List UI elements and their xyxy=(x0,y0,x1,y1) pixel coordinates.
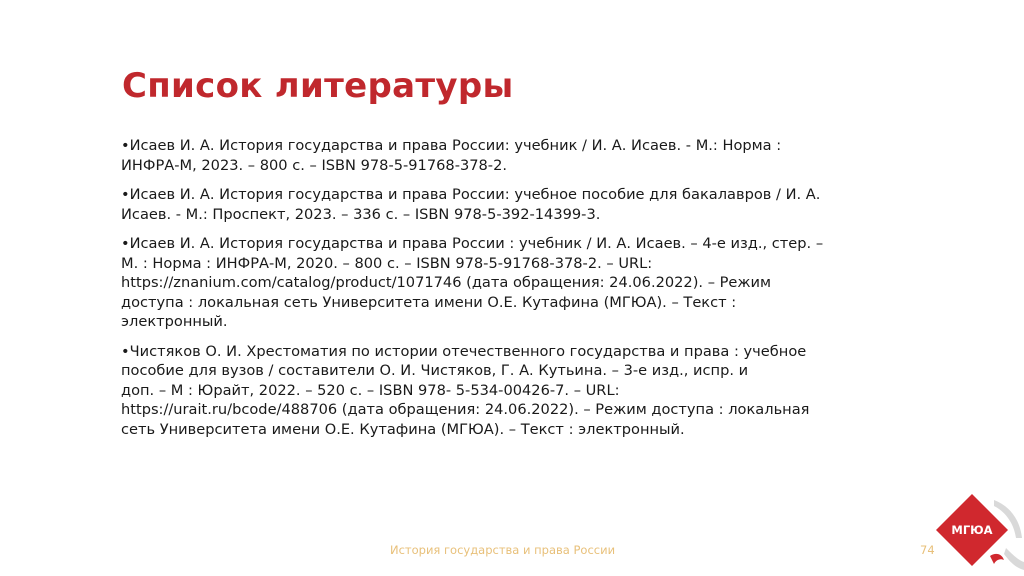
reference-item: •Исаев И. А. История государства и права России: учебник / И. А. Исаев. - М.: Норма : ИНФРА-М, 2023. – 800 с. – ISBN 978-5-91768-378-2. xyxy=(121,137,782,174)
reference-item: •Чистяков О. И. Хрестоматия по истории отечественного государства и права : учебное пособие для вузов / составители О. И. Чистяков, Г. А. Кутьина. – 3-е изд., испр. и доп. – М : Юрайт, 2022. – 520 с. – ISBN 978- 5-534-00426-7. – URL: https://urait.ru/bcode/488706 (дата обращения: 24.06.2022). – Режим доступа : локальная сеть Университета имени О.Е. Кутафина (МГЮА). – Текст : электронный. xyxy=(121,342,810,438)
reference-item: •Исаев И. А. История государства и права России : учебник / И. А. Исаев. – 4-е изд., стер. – М. : Норма : ИНФРА-М, 2020. – 800 с. – ISBN 978-5-91768-378-2. – URL: https://znanium.com/catalog/product/1071746 (дата обращения: 24.06.2022). – Режим доступа : локальная сеть Университета имени О.Е. Кутафина (МГЮА). – Текст : электронный. xyxy=(121,235,824,330)
logo-swoosh xyxy=(1004,548,1024,570)
page-number: 74 xyxy=(920,543,935,557)
logo-accent xyxy=(990,554,1004,564)
footer-course-title: История государства и права России xyxy=(390,543,616,557)
mgua-logo xyxy=(932,490,1024,576)
reference-list xyxy=(121,136,951,449)
reference-item: •Исаев И. А. История государства и права России: учебное пособие для бакалавров / И. А. Исаев. - М.: Проспект, 2023. – 336 с. – ISBN 978-5-392-14399-3. xyxy=(121,186,821,223)
logo-text: МГЮА xyxy=(951,523,993,537)
slide-title: Список литературы xyxy=(122,66,514,106)
